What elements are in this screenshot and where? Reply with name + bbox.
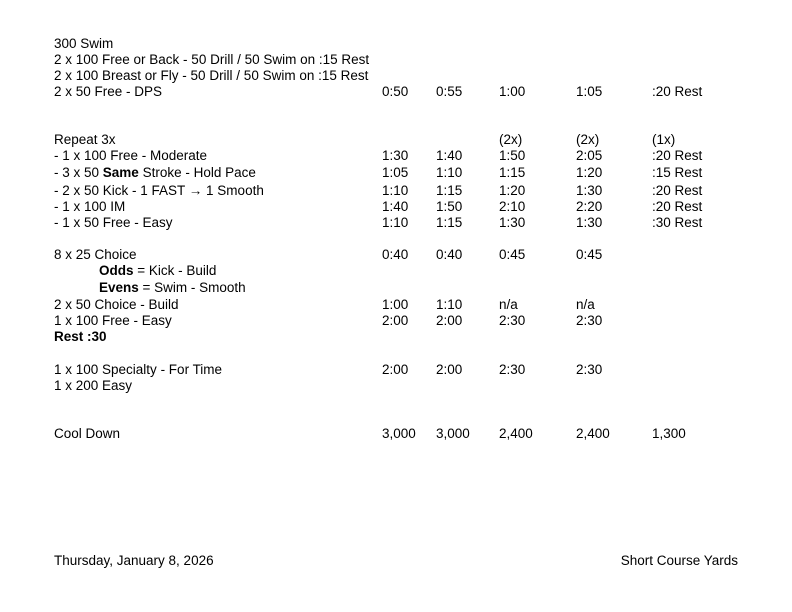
interval-group-3: n/a — [499, 297, 518, 312]
warmup-line-3 — [0, 68, 792, 84]
interval-group-2: 1:10 — [436, 165, 463, 180]
interval-group-2: 2:00 — [436, 362, 463, 377]
repeat-label: Repeat 3x — [54, 132, 116, 147]
total-group-2: 3,000 — [436, 426, 470, 441]
set-label: - 2 x 50 Kick - 1 FAST → 1 Smooth — [54, 183, 264, 198]
interval-group-4: 2:20 — [576, 199, 603, 214]
cooldown-label: Cool Down — [54, 426, 121, 441]
interval-group-4: 0:45 — [576, 247, 603, 262]
interval-group-5: :30 Rest — [652, 215, 703, 230]
interval-group-5: :20 Rest — [652, 183, 703, 198]
interval-group-5: :15 Rest — [652, 165, 703, 180]
interval-group-3: 0:45 — [499, 247, 526, 262]
warmup-line-2 — [0, 52, 792, 68]
interval-group-3: 2:30 — [499, 313, 526, 328]
total-group-3: 2,400 — [499, 426, 533, 441]
main-set-row — [0, 165, 792, 181]
set-label: - 1 x 100 Free - Moderate — [54, 148, 208, 163]
interval-group-3: 1:15 — [499, 165, 526, 180]
set-label: 1 x 100 Free - Easy — [54, 313, 172, 328]
repeat-count-4: (2x) — [576, 132, 600, 147]
choice-set-row — [0, 247, 792, 263]
interval-group-1: 2:00 — [382, 362, 409, 377]
footer-date: Thursday, January 8, 2026 — [54, 553, 214, 568]
interval-group-4: 1:30 — [576, 215, 603, 230]
interval-group-5: :20 Rest — [652, 199, 703, 214]
interval-group-3: 1:50 — [499, 148, 526, 163]
set-label: 2 x 50 Choice - Build — [54, 297, 179, 312]
interval-group-2: 0:55 — [436, 84, 463, 99]
interval-group-4: 1:20 — [576, 165, 603, 180]
interval-group-1: 1:30 — [382, 148, 409, 163]
rest-line — [0, 329, 792, 345]
interval-group-2: 1:15 — [436, 183, 463, 198]
set-label-post: Stroke - Hold Pace — [138, 165, 256, 180]
main-set-header — [0, 132, 792, 148]
set-label-bold: Same — [102, 165, 139, 180]
interval-group-2: 2:00 — [436, 313, 463, 328]
total-group-1: 3,000 — [382, 426, 416, 441]
footer-course: Short Course Yards — [620, 553, 738, 568]
interval-group-2: 1:40 — [436, 148, 463, 163]
interval-group-2: 1:15 — [436, 215, 463, 230]
total-group-4: 2,400 — [576, 426, 610, 441]
interval-group-1: 1:10 — [382, 183, 409, 198]
set-label: 8 x 25 Choice — [54, 247, 137, 262]
warmup-text: 2 x 100 Free or Back - 50 Drill / 50 Swim on :15 Rest — [54, 52, 370, 67]
interval-group-1: 0:40 — [382, 247, 409, 262]
main-set-row — [0, 148, 792, 164]
odds-detail: = Kick - Build — [133, 263, 217, 278]
evens-instruction — [0, 280, 792, 296]
main-set-row — [0, 199, 792, 215]
interval-group-1: 1:40 — [382, 199, 409, 214]
repeat-count-5: (1x) — [652, 132, 676, 147]
interval-group-3: 2:30 — [499, 362, 526, 377]
odds-instruction — [0, 263, 792, 279]
interval-group-3: 2:10 — [499, 199, 526, 214]
set-label — [54, 165, 256, 181]
set-label: 1 x 100 Specialty - For Time — [54, 362, 223, 377]
evens-label: Evens — [99, 280, 139, 295]
specialty-row — [0, 378, 792, 394]
interval-group-1: 1:10 — [382, 215, 409, 230]
interval-group-5: :20 Rest — [652, 148, 703, 163]
interval-group-5: :20 Rest — [652, 84, 703, 99]
warmup-text: 300 Swim — [54, 36, 114, 51]
set-label: 1 x 200 Easy — [54, 378, 133, 393]
interval-group-4: 1:30 — [576, 183, 603, 198]
interval-group-4: 2:30 — [576, 362, 603, 377]
interval-group-1: 2:00 — [382, 313, 409, 328]
interval-group-4: n/a — [576, 297, 595, 312]
interval-group-3: 1:20 — [499, 183, 526, 198]
interval-group-3: 1:00 — [499, 84, 526, 99]
specialty-row — [0, 362, 792, 378]
interval-group-4: 2:30 — [576, 313, 603, 328]
interval-group-2: 1:50 — [436, 199, 463, 214]
choice-set-row — [0, 297, 792, 313]
warmup-line-4 — [0, 84, 792, 100]
warmup-text: 2 x 100 Breast or Fly - 50 Drill / 50 Swim on :15 Rest — [54, 68, 369, 83]
total-group-5: 1,300 — [652, 426, 686, 441]
interval-group-4: 1:05 — [576, 84, 603, 99]
set-label: 2 x 50 Free - DPS — [54, 84, 163, 99]
set-label: - 1 x 50 Free - Easy — [54, 215, 173, 230]
evens-detail: = Swim - Smooth — [138, 280, 246, 295]
set-label: - 1 x 100 IM — [54, 199, 126, 214]
interval-group-1: 1:05 — [382, 165, 409, 180]
interval-group-1: 0:50 — [382, 84, 409, 99]
warmup-line-1 — [0, 36, 792, 52]
choice-set-row — [0, 313, 792, 329]
interval-group-2: 1:10 — [436, 297, 463, 312]
interval-group-2: 0:40 — [436, 247, 463, 262]
rest-label: Rest :30 — [54, 329, 107, 344]
instruction-text — [99, 263, 216, 279]
main-set-row — [0, 215, 792, 231]
interval-group-4: 2:05 — [576, 148, 603, 163]
instruction-text — [99, 280, 246, 296]
odds-label: Odds — [99, 263, 134, 278]
interval-group-1: 1:00 — [382, 297, 409, 312]
interval-group-3: 1:30 — [499, 215, 526, 230]
cooldown-row — [0, 426, 792, 442]
repeat-count-3: (2x) — [499, 132, 523, 147]
main-set-row — [0, 183, 792, 199]
set-label-pre: - 3 x 50 — [54, 165, 103, 180]
